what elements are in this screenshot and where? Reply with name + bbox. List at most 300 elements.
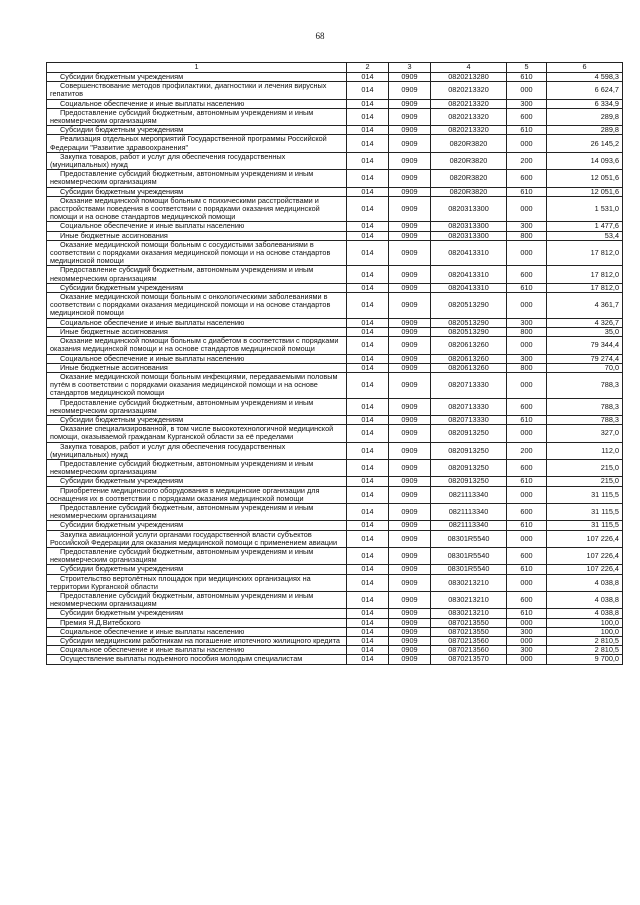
row-name-cell: Оказание медицинской помощи больным с психическими расстройствами и расстройствами поведения в соответствии с порядками оказания медицинской помощи и на основе стандартов медицинской помощи — [47, 196, 347, 222]
row-cs-cell: 0820R3820 — [431, 152, 507, 169]
table-row — [47, 337, 623, 354]
row-sum-cell: 327,0 — [547, 425, 623, 442]
row-ved-cell: 014 — [347, 591, 389, 608]
row-name-cell: Строительство вертолётных площадок при медицинских организациях на территории Курганской области — [47, 574, 347, 591]
table-row — [47, 293, 623, 319]
row-vr-cell: 000 — [507, 337, 547, 354]
row-name-cell: Предоставление субсидий бюджетным, автономным учреждениям и иным некоммерческим организациям — [47, 591, 347, 608]
row-ved-cell: 014 — [347, 618, 389, 627]
table-row — [47, 170, 623, 187]
row-rz-cell: 0909 — [389, 82, 431, 99]
row-cs-cell: 0820613260 — [431, 354, 507, 363]
row-vr-cell: 800 — [507, 363, 547, 372]
row-vr-cell: 610 — [507, 521, 547, 530]
row-rz-cell: 0909 — [389, 565, 431, 574]
row-rz-cell: 0909 — [389, 222, 431, 231]
row-ved-cell: 014 — [347, 398, 389, 415]
row-cs-cell: 0820213320 — [431, 82, 507, 99]
row-cs-cell: 0821113340 — [431, 521, 507, 530]
row-vr-cell: 000 — [507, 655, 547, 664]
table-row — [47, 646, 623, 655]
table-row — [47, 231, 623, 240]
row-rz-cell: 0909 — [389, 627, 431, 636]
row-cs-cell: 0820513290 — [431, 318, 507, 327]
row-name-cell: Оказание медицинской помощи больным с онкологическими заболеваниями в соответствии с порядками оказания медицинской помощи и на основе стандартов медицинской помощи — [47, 293, 347, 319]
table-row — [47, 327, 623, 336]
row-cs-cell: 0820213280 — [431, 73, 507, 82]
table-row — [47, 609, 623, 618]
row-rz-cell: 0909 — [389, 240, 431, 266]
row-sum-cell: 17 812,0 — [547, 283, 623, 292]
row-cs-cell: 0820913250 — [431, 477, 507, 486]
row-cs-cell: 0830213210 — [431, 609, 507, 618]
row-sum-cell: 2 810,5 — [547, 637, 623, 646]
row-rz-cell: 0909 — [389, 73, 431, 82]
row-vr-cell: 000 — [507, 486, 547, 503]
row-ved-cell: 014 — [347, 415, 389, 424]
table-row — [47, 415, 623, 424]
row-rz-cell: 0909 — [389, 187, 431, 196]
row-vr-cell: 610 — [507, 187, 547, 196]
row-rz-cell: 0909 — [389, 530, 431, 547]
table-row — [47, 126, 623, 135]
row-vr-cell: 300 — [507, 99, 547, 108]
page-number: 68 — [315, 31, 325, 41]
row-ved-cell: 014 — [347, 327, 389, 336]
table-row — [47, 152, 623, 169]
row-sum-cell: 17 812,0 — [547, 266, 623, 283]
row-ved-cell: 014 — [347, 646, 389, 655]
table-row — [47, 459, 623, 476]
row-ved-cell: 014 — [347, 627, 389, 636]
row-rz-cell: 0909 — [389, 337, 431, 354]
row-cs-cell: 0820213320 — [431, 126, 507, 135]
row-name-cell: Приобретение медицинского оборудования в медицинские организации для оснащения их в соответствии с порядками оказания медицинской помощи — [47, 486, 347, 503]
row-cs-cell: 08301R5540 — [431, 547, 507, 564]
row-cs-cell: 0820413310 — [431, 240, 507, 266]
row-sum-cell: 4 038,8 — [547, 609, 623, 618]
row-cs-cell: 0820313300 — [431, 196, 507, 222]
row-cs-cell: 0820713330 — [431, 372, 507, 398]
table-row — [47, 618, 623, 627]
row-ved-cell: 014 — [347, 73, 389, 82]
row-ved-cell: 014 — [347, 337, 389, 354]
row-ved-cell: 014 — [347, 425, 389, 442]
row-cs-cell: 0820613260 — [431, 337, 507, 354]
row-rz-cell: 0909 — [389, 152, 431, 169]
row-rz-cell: 0909 — [389, 318, 431, 327]
row-sum-cell: 31 115,5 — [547, 503, 623, 520]
row-name-cell: Субсидии бюджетным учреждениям — [47, 283, 347, 292]
row-sum-cell: 788,3 — [547, 415, 623, 424]
row-vr-cell: 300 — [507, 646, 547, 655]
row-ved-cell: 014 — [347, 82, 389, 99]
row-name-cell: Реализация отдельных мероприятий Государственной программы Российской Федерации "Развитие здравоохранения" — [47, 135, 347, 152]
table-header-row — [47, 63, 623, 73]
row-ved-cell: 014 — [347, 530, 389, 547]
row-ved-cell: 014 — [347, 293, 389, 319]
header-cell: 4 — [431, 63, 507, 73]
header-cell: 1 — [47, 63, 347, 73]
row-name-cell: Осуществление выплаты подъемного пособия молодым специалистам — [47, 655, 347, 664]
row-vr-cell: 300 — [507, 318, 547, 327]
table-row — [47, 196, 623, 222]
row-sum-cell: 26 145,2 — [547, 135, 623, 152]
row-sum-cell: 70,0 — [547, 363, 623, 372]
row-name-cell: Социальное обеспечение и иные выплаты населению — [47, 354, 347, 363]
row-ved-cell: 014 — [347, 372, 389, 398]
row-name-cell: Предоставление субсидий бюджетным, автономным учреждениям и иным некоммерческим организациям — [47, 266, 347, 283]
row-vr-cell: 000 — [507, 372, 547, 398]
row-vr-cell: 600 — [507, 266, 547, 283]
row-rz-cell: 0909 — [389, 609, 431, 618]
row-ved-cell: 014 — [347, 135, 389, 152]
row-vr-cell: 000 — [507, 240, 547, 266]
row-vr-cell: 200 — [507, 152, 547, 169]
row-cs-cell: 0870213570 — [431, 655, 507, 664]
row-sum-cell: 215,0 — [547, 459, 623, 476]
row-rz-cell: 0909 — [389, 266, 431, 283]
row-ved-cell: 014 — [347, 459, 389, 476]
row-name-cell: Субсидии бюджетным учреждениям — [47, 415, 347, 424]
row-cs-cell: 0821113340 — [431, 503, 507, 520]
row-name-cell: Субсидии бюджетным учреждениям — [47, 609, 347, 618]
row-name-cell: Социальное обеспечение и иные выплаты населению — [47, 99, 347, 108]
row-name-cell: Социальное обеспечение и иные выплаты населению — [47, 627, 347, 636]
row-name-cell: Предоставление субсидий бюджетным, автономным учреждениям и иным некоммерческим организациям — [47, 503, 347, 520]
row-cs-cell: 0870213560 — [431, 646, 507, 655]
row-ved-cell: 014 — [347, 266, 389, 283]
row-sum-cell: 12 051,6 — [547, 170, 623, 187]
row-name-cell: Субсидии бюджетным учреждениям — [47, 477, 347, 486]
row-rz-cell: 0909 — [389, 108, 431, 125]
row-vr-cell: 300 — [507, 627, 547, 636]
table-row — [47, 240, 623, 266]
row-sum-cell: 289,8 — [547, 126, 623, 135]
row-cs-cell: 0870213550 — [431, 618, 507, 627]
row-vr-cell: 000 — [507, 425, 547, 442]
row-sum-cell: 289,8 — [547, 108, 623, 125]
table-row — [47, 82, 623, 99]
header-cell: 3 — [389, 63, 431, 73]
table-row — [47, 477, 623, 486]
row-vr-cell: 000 — [507, 82, 547, 99]
row-rz-cell: 0909 — [389, 646, 431, 655]
table-row — [47, 372, 623, 398]
row-sum-cell: 215,0 — [547, 477, 623, 486]
row-vr-cell: 300 — [507, 222, 547, 231]
row-cs-cell: 0820313300 — [431, 222, 507, 231]
row-name-cell: Совершенствование методов профилактики, диагностики и лечения вирусных гепатитов — [47, 82, 347, 99]
row-ved-cell: 014 — [347, 521, 389, 530]
table-row — [47, 655, 623, 664]
row-sum-cell: 100,0 — [547, 618, 623, 627]
row-name-cell: Предоставление субсидий бюджетным, автономным учреждениям и иным некоммерческим организациям — [47, 108, 347, 125]
row-name-cell: Субсидии бюджетным учреждениям — [47, 126, 347, 135]
row-rz-cell: 0909 — [389, 170, 431, 187]
row-rz-cell: 0909 — [389, 442, 431, 459]
row-sum-cell: 9 700,0 — [547, 655, 623, 664]
row-cs-cell: 0820413310 — [431, 283, 507, 292]
row-cs-cell: 0820513290 — [431, 293, 507, 319]
table-row — [47, 354, 623, 363]
table-row — [47, 266, 623, 283]
row-sum-cell: 79 344,4 — [547, 337, 623, 354]
row-cs-cell: 0830213210 — [431, 591, 507, 608]
row-ved-cell: 014 — [347, 126, 389, 135]
row-vr-cell: 600 — [507, 398, 547, 415]
row-vr-cell: 600 — [507, 108, 547, 125]
table-row — [47, 318, 623, 327]
row-ved-cell: 014 — [347, 637, 389, 646]
row-vr-cell: 610 — [507, 283, 547, 292]
header-cell: 6 — [547, 63, 623, 73]
table-row — [47, 99, 623, 108]
row-sum-cell: 1 531,0 — [547, 196, 623, 222]
row-sum-cell: 1 477,6 — [547, 222, 623, 231]
header-cell: 5 — [507, 63, 547, 73]
table-row — [47, 425, 623, 442]
row-name-cell: Иные бюджетные ассигнования — [47, 327, 347, 336]
row-rz-cell: 0909 — [389, 591, 431, 608]
row-vr-cell: 600 — [507, 459, 547, 476]
row-sum-cell: 53,4 — [547, 231, 623, 240]
row-ved-cell: 014 — [347, 574, 389, 591]
row-rz-cell: 0909 — [389, 327, 431, 336]
row-rz-cell: 0909 — [389, 459, 431, 476]
row-sum-cell: 2 810,5 — [547, 646, 623, 655]
table-row — [47, 521, 623, 530]
row-cs-cell: 08301R5540 — [431, 565, 507, 574]
row-cs-cell: 0820R3820 — [431, 135, 507, 152]
row-ved-cell: 014 — [347, 565, 389, 574]
row-vr-cell: 610 — [507, 73, 547, 82]
row-cs-cell: 0820713330 — [431, 415, 507, 424]
row-vr-cell: 000 — [507, 574, 547, 591]
table-row — [47, 530, 623, 547]
row-name-cell: Оказание медицинской помощи больным с диабетом в соответствии с порядками оказания медицинской помощи и на основе стандартов медицинской помощи — [47, 337, 347, 354]
row-vr-cell: 610 — [507, 477, 547, 486]
row-vr-cell: 610 — [507, 126, 547, 135]
row-name-cell: Иные бюджетные ассигнования — [47, 363, 347, 372]
row-vr-cell: 610 — [507, 609, 547, 618]
row-rz-cell: 0909 — [389, 99, 431, 108]
row-cs-cell: 0820R3820 — [431, 187, 507, 196]
row-vr-cell: 200 — [507, 442, 547, 459]
row-ved-cell: 014 — [347, 354, 389, 363]
row-ved-cell: 014 — [347, 655, 389, 664]
row-cs-cell: 0820713330 — [431, 398, 507, 415]
row-cs-cell: 0820413310 — [431, 266, 507, 283]
table-row — [47, 187, 623, 196]
row-vr-cell: 600 — [507, 170, 547, 187]
row-rz-cell: 0909 — [389, 503, 431, 520]
row-rz-cell: 0909 — [389, 293, 431, 319]
row-sum-cell: 14 093,6 — [547, 152, 623, 169]
row-name-cell: Оказание специализированной, в том числе высокотехнологичной медицинской помощи, оказываемой гражданам Курганской области за её пределами — [47, 425, 347, 442]
header-cell: 2 — [347, 63, 389, 73]
row-vr-cell: 600 — [507, 591, 547, 608]
table-row — [47, 486, 623, 503]
table-row — [47, 547, 623, 564]
row-vr-cell: 610 — [507, 415, 547, 424]
row-ved-cell: 014 — [347, 152, 389, 169]
row-name-cell: Оказание медицинской помощи больным с сосудистыми заболеваниями в соответствии с порядками оказания медицинской помощи и на основе стандартов медицинской помощи — [47, 240, 347, 266]
row-name-cell: Субсидии медицинским работникам на погашение ипотечного жилищного кредита — [47, 637, 347, 646]
row-rz-cell: 0909 — [389, 363, 431, 372]
table-row — [47, 398, 623, 415]
row-rz-cell: 0909 — [389, 425, 431, 442]
row-name-cell: Закупка авиационной услуги органами государственной власти субъектов Российской Федерации для оказания медицинской помощи с применением авиации — [47, 530, 347, 547]
row-cs-cell: 0821113340 — [431, 486, 507, 503]
row-name-cell: Субсидии бюджетным учреждениям — [47, 187, 347, 196]
row-sum-cell: 4 326,7 — [547, 318, 623, 327]
row-cs-cell: 0870213550 — [431, 627, 507, 636]
row-vr-cell: 000 — [507, 530, 547, 547]
row-vr-cell: 000 — [507, 196, 547, 222]
row-vr-cell: 000 — [507, 618, 547, 627]
table-row — [47, 442, 623, 459]
row-vr-cell: 000 — [507, 293, 547, 319]
row-rz-cell: 0909 — [389, 574, 431, 591]
row-ved-cell: 014 — [347, 170, 389, 187]
row-cs-cell: 0820213320 — [431, 108, 507, 125]
row-sum-cell: 31 115,5 — [547, 521, 623, 530]
row-ved-cell: 014 — [347, 240, 389, 266]
row-vr-cell: 800 — [507, 231, 547, 240]
row-sum-cell: 107 226,4 — [547, 565, 623, 574]
table-row — [47, 108, 623, 125]
row-vr-cell: 000 — [507, 637, 547, 646]
row-cs-cell: 0820R3820 — [431, 170, 507, 187]
row-name-cell: Социальное обеспечение и иные выплаты населению — [47, 318, 347, 327]
row-cs-cell: 0870213560 — [431, 637, 507, 646]
row-sum-cell: 100,0 — [547, 627, 623, 636]
table-row — [47, 363, 623, 372]
row-sum-cell: 12 051,6 — [547, 187, 623, 196]
row-name-cell: Закупка товаров, работ и услуг для обеспечения государственных (муниципальных) нужд — [47, 152, 347, 169]
row-name-cell: Социальное обеспечение и иные выплаты населению — [47, 646, 347, 655]
row-sum-cell: 788,3 — [547, 398, 623, 415]
row-name-cell: Предоставление субсидий бюджетным, автономным учреждениям и иным некоммерческим организациям — [47, 170, 347, 187]
row-rz-cell: 0909 — [389, 283, 431, 292]
row-cs-cell: 0830213210 — [431, 574, 507, 591]
row-rz-cell: 0909 — [389, 618, 431, 627]
row-vr-cell: 610 — [507, 565, 547, 574]
row-rz-cell: 0909 — [389, 398, 431, 415]
row-sum-cell: 4 038,8 — [547, 591, 623, 608]
row-vr-cell: 600 — [507, 503, 547, 520]
row-rz-cell: 0909 — [389, 231, 431, 240]
row-cs-cell: 0820513290 — [431, 327, 507, 336]
row-name-cell: Субсидии бюджетным учреждениям — [47, 73, 347, 82]
row-sum-cell: 31 115,5 — [547, 486, 623, 503]
row-sum-cell: 107 226,4 — [547, 530, 623, 547]
row-rz-cell: 0909 — [389, 486, 431, 503]
row-cs-cell: 08301R5540 — [431, 530, 507, 547]
budget-table — [46, 62, 623, 665]
row-ved-cell: 014 — [347, 222, 389, 231]
table-row — [47, 591, 623, 608]
row-cs-cell: 0820913250 — [431, 459, 507, 476]
row-cs-cell: 0820913250 — [431, 425, 507, 442]
row-sum-cell: 17 812,0 — [547, 240, 623, 266]
row-rz-cell: 0909 — [389, 135, 431, 152]
row-name-cell: Иные бюджетные ассигнования — [47, 231, 347, 240]
table-row — [47, 503, 623, 520]
row-sum-cell: 79 274,4 — [547, 354, 623, 363]
table-row — [47, 135, 623, 152]
row-sum-cell: 788,3 — [547, 372, 623, 398]
row-rz-cell: 0909 — [389, 415, 431, 424]
row-name-cell: Закупка товаров, работ и услуг для обеспечения государственных (муниципальных) нужд — [47, 442, 347, 459]
row-ved-cell: 014 — [347, 477, 389, 486]
row-name-cell: Субсидии бюджетным учреждениям — [47, 521, 347, 530]
row-rz-cell: 0909 — [389, 655, 431, 664]
row-ved-cell: 014 — [347, 363, 389, 372]
table-row — [47, 637, 623, 646]
row-ved-cell: 014 — [347, 196, 389, 222]
row-sum-cell: 4 598,3 — [547, 73, 623, 82]
row-name-cell: Социальное обеспечение и иные выплаты населению — [47, 222, 347, 231]
row-ved-cell: 014 — [347, 283, 389, 292]
table-row — [47, 574, 623, 591]
row-name-cell: Оказание медицинской помощи больным инфекциями, передаваемыми половым путём в соответствии с порядками оказания медицинской помощи и на основе стандартов медицинской помощи — [47, 372, 347, 398]
row-rz-cell: 0909 — [389, 521, 431, 530]
row-cs-cell: 0820313300 — [431, 231, 507, 240]
row-vr-cell: 300 — [507, 354, 547, 363]
row-vr-cell: 600 — [507, 547, 547, 564]
row-name-cell: Предоставление субсидий бюджетным, автономным учреждениям и иным некоммерческим организациям — [47, 398, 347, 415]
row-rz-cell: 0909 — [389, 196, 431, 222]
row-sum-cell: 112,0 — [547, 442, 623, 459]
row-rz-cell: 0909 — [389, 547, 431, 564]
row-name-cell: Предоставление субсидий бюджетным, автономным учреждениям и иным некоммерческим организациям — [47, 459, 347, 476]
row-sum-cell: 107 226,4 — [547, 547, 623, 564]
table-row — [47, 73, 623, 82]
table-row — [47, 565, 623, 574]
row-ved-cell: 014 — [347, 231, 389, 240]
row-name-cell: Предоставление субсидий бюджетным, автономным учреждениям и иным некоммерческим организациям — [47, 547, 347, 564]
row-cs-cell: 0820613260 — [431, 363, 507, 372]
row-vr-cell: 800 — [507, 327, 547, 336]
row-vr-cell: 000 — [507, 135, 547, 152]
row-ved-cell: 014 — [347, 99, 389, 108]
row-rz-cell: 0909 — [389, 354, 431, 363]
row-sum-cell: 35,0 — [547, 327, 623, 336]
row-ved-cell: 014 — [347, 108, 389, 125]
row-ved-cell: 014 — [347, 318, 389, 327]
row-cs-cell: 0820913250 — [431, 442, 507, 459]
row-rz-cell: 0909 — [389, 372, 431, 398]
row-ved-cell: 014 — [347, 187, 389, 196]
row-ved-cell: 014 — [347, 609, 389, 618]
row-sum-cell: 4 038,8 — [547, 574, 623, 591]
row-name-cell: Субсидии бюджетным учреждениям — [47, 565, 347, 574]
table-row — [47, 283, 623, 292]
row-rz-cell: 0909 — [389, 477, 431, 486]
row-name-cell: Премия Я.Д.Витебского — [47, 618, 347, 627]
row-sum-cell: 4 361,7 — [547, 293, 623, 319]
row-ved-cell: 014 — [347, 503, 389, 520]
row-rz-cell: 0909 — [389, 126, 431, 135]
row-ved-cell: 014 — [347, 486, 389, 503]
row-sum-cell: 6 334,9 — [547, 99, 623, 108]
row-ved-cell: 014 — [347, 547, 389, 564]
row-cs-cell: 0820213320 — [431, 99, 507, 108]
table-row — [47, 627, 623, 636]
table-row — [47, 222, 623, 231]
